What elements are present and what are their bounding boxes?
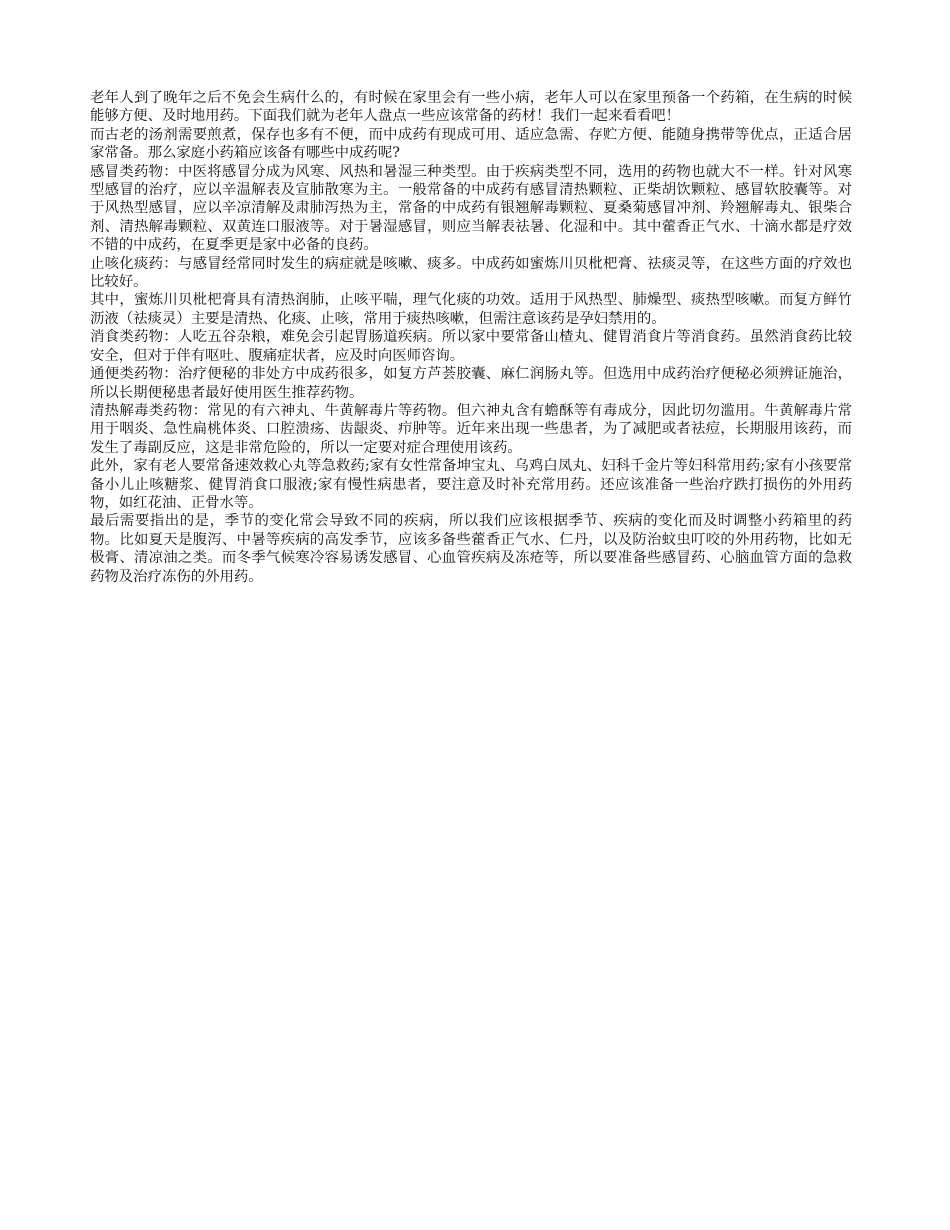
paragraph-cold-medicine: 感冒类药物：中医将感冒分成为风寒、风热和暑湿三种类型。由于疾病类型不同，选用的药物也就大不一样。针对风寒型感冒的治疗，应以辛温解表及宣肺散寒为主。一般常备的中成药有感冒清热颗粒、正柴胡饮颗粒、感冒软胶囊等。对于风热型感冒，应以辛凉清解及肃肺泻热为主，常备的中成药有银翘解毒颗粒、夏桑菊感冒冲剂、羚翘解毒丸、银柴合剂、清热解毒颗粒、双黄连口服液等。对于暑湿感冒，则应当解表祛暑、化湿和中。其中藿香正气水、十滴水都是疗效不错的中成药，在夏季更是家中必备的良药。 [90, 163, 852, 254]
paragraph-family-specific: 此外，家有老人要常备速效救心丸等急救药;家有女性常备坤宝丸、乌鸡白凤丸、妇科千金片等妇科常用药;家有小孩要常备小儿止咳糖浆、健胃消食口服液;家有慢性病患者，要注意及时补充常用药。还应该准备一些治疗跌打损伤的外用药物，如红花油、正骨水等。 [90, 458, 852, 511]
paragraph-laxative-medicine: 通便类药物：治疗便秘的非处方中成药很多，如复方芦荟胶囊、麻仁润肠丸等。但选用中成药治疗便秘必须辨证施治，所以长期便秘患者最好使用医生推荐药物。 [90, 366, 852, 401]
paragraph-cough-medicine: 止咳化痰药：与感冒经常同时发生的病症就是咳嗽、痰多。中成药如蜜炼川贝枇杷膏、祛痰灵等，在这些方面的疗效也比较好。 [90, 255, 852, 291]
paragraph-digestive-medicine: 消食类药物：人吃五谷杂粮，难免会引起胃肠道疾病。所以家中要常备山楂丸、健胃消食片等消食药。虽然消食药比较安全，但对于伴有呕吐、腹痛症状者，应及时向医师咨询。 [90, 329, 852, 364]
paragraph-seasonal: 最后需要指出的是，季节的变化常会导致不同的疾病，所以我们应该根据季节、疾病的变化而及时调整小药箱里的药物。比如夏天是腹泻、中暑等疾病的高发季节，应该多备些藿香正气水、仁丹，以及防治蚊虫叮咬的外用药物，比如无极膏、清凉油之类。而冬季气候寒冷容易诱发感冒、心血管疾病及冻疮等，所以要准备些感冒药、心脑血管方面的急救药物及治疗冻伤的外用药。 [90, 513, 852, 585]
article-body [90, 89, 852, 586]
paragraph-pipa-paste: 其中，蜜炼川贝枇杷膏具有清热润肺，止咳平喘，理气化痰的功效。适用于风热型、肺燥型、痰热型咳嗽。而复方鲜竹沥液（祛痰灵）主要是清热、化痰、止咳，常用于痰热咳嗽，但需注意该药是孕妇禁用的。 [90, 292, 852, 327]
paragraph-chinese-patent-medicine: 而古老的汤剂需要煎煮，保存也多有不便，而中成药有现成可用、适应急需、存贮方便、能随身携带等优点，正适合居家常备。那么家庭小药箱应该备有哪些中成药呢? [90, 126, 852, 162]
paragraph-detox-medicine: 清热解毒类药物：常见的有六神丸、牛黄解毒片等药物。但六神丸含有蟾酥等有毒成分，因此切勿滥用。牛黄解毒片常用于咽炎、急性扁桃体炎、口腔溃疡、齿龈炎、疖肿等。近年来出现一些患者，为了减肥或者祛痘，长期服用该药，而发生了毒副反应，这是非常危险的，所以一定要对症合理使用该药。 [90, 402, 852, 456]
paragraph-intro: 老年人到了晚年之后不免会生病什么的，有时候在家里会有一些小病，老年人可以在家里预备一个药箱，在生病的时候能够方便、及时地用药。下面我们就为老年人盘点一些应该常备的药材！我们一起来看看吧！ [90, 90, 852, 125]
